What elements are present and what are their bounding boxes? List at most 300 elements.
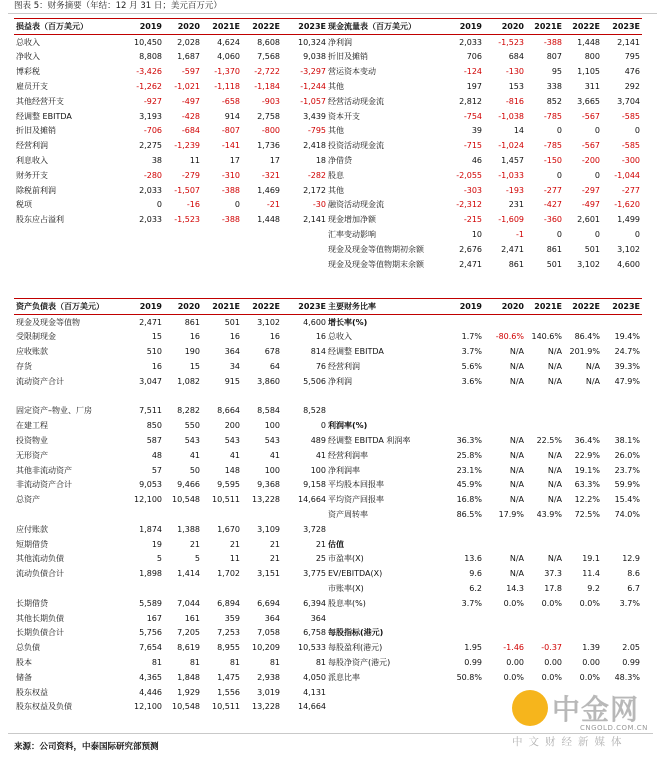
cell-value: 8.6 — [627, 569, 640, 579]
cell-value: 2,141 — [617, 37, 640, 47]
table-row — [326, 344, 642, 359]
cell-value: -215 — [463, 215, 482, 225]
cell-value: -21 — [266, 200, 280, 210]
cell-value: 4,050 — [303, 672, 326, 682]
row-label: 股东权益 — [16, 687, 48, 697]
cell-value: 2020 — [164, 299, 202, 315]
cell-value: -1,262 — [136, 82, 162, 92]
cell-value — [164, 507, 202, 522]
cell-value: N/A — [547, 376, 562, 386]
cell-value: 3,665 — [577, 96, 600, 106]
cell-value: 3,860 — [257, 376, 280, 386]
cell-value: 12.9 — [622, 554, 640, 564]
cell-value: 292 — [624, 82, 640, 92]
cell-value: 1,670 — [217, 524, 240, 534]
cell-value: N/A — [547, 450, 562, 460]
table-row — [326, 50, 642, 65]
cell-value: 16.8% — [456, 495, 482, 505]
table-row — [326, 581, 642, 596]
table-row — [326, 537, 642, 552]
cell-value: 476 — [624, 67, 640, 77]
table-row — [326, 227, 642, 242]
table-row — [326, 330, 642, 345]
cell-value: -1,118 — [214, 82, 240, 92]
cell-value: -597 — [181, 67, 200, 77]
cell-value — [484, 389, 526, 404]
table-header-row — [326, 299, 642, 315]
table-row — [14, 611, 328, 626]
table-row — [14, 655, 328, 670]
financial-ratios-table — [326, 298, 642, 685]
cell-value: N/A — [509, 376, 524, 386]
cell-value: 0.0% — [503, 672, 524, 682]
table-row — [326, 374, 642, 389]
cell-value: 25 — [315, 554, 326, 564]
cell-value: 21 — [269, 554, 280, 564]
table-row — [14, 50, 328, 65]
cell-value — [282, 507, 328, 522]
cell-value: 1,556 — [217, 687, 240, 697]
row-label: 非流动资产合计 — [16, 480, 72, 490]
table-row — [14, 138, 328, 153]
cell-value: -567 — [581, 111, 600, 121]
cell-value: 140.6% — [531, 332, 562, 342]
cell-value: 13.6 — [464, 554, 482, 564]
row-label: 在建工程 — [16, 421, 48, 431]
cell-value: -193 — [505, 185, 524, 195]
cell-value: -927 — [143, 96, 162, 106]
table-row — [326, 242, 642, 257]
cell-value: N/A — [547, 347, 562, 357]
cell-value: 19.1% — [574, 465, 600, 475]
cell-value: -80.6% — [495, 332, 524, 342]
cell-value: 11 — [229, 554, 240, 564]
table-row — [14, 198, 328, 213]
cell-value: 16 — [189, 332, 200, 342]
cell-value: -200 — [581, 156, 600, 166]
cell-value: 3,102 — [577, 259, 600, 269]
row-label — [14, 507, 122, 522]
table-row — [14, 448, 328, 463]
table-row — [14, 478, 328, 493]
cell-value: 19.1 — [582, 554, 600, 564]
cell-value: -360 — [543, 215, 562, 225]
cell-value: 4,060 — [217, 52, 240, 62]
table-row — [14, 344, 328, 359]
cell-value: 7,058 — [257, 628, 280, 638]
cell-value: 48.3% — [614, 672, 640, 682]
cell-value: 153 — [508, 82, 524, 92]
row-label: 经调整 EBITDA 利润率 — [328, 436, 411, 446]
cell-value — [526, 404, 564, 419]
cell-value: 21 — [315, 539, 326, 549]
cell-value: 64 — [269, 362, 280, 372]
table-row — [14, 94, 328, 109]
cell-value: 3,047 — [139, 376, 162, 386]
cell-value: 3,102 — [617, 244, 640, 254]
cell-value: 0.0% — [503, 598, 524, 608]
cell-value: -2,312 — [456, 200, 482, 210]
row-label: 融资活动现金流 — [328, 200, 384, 210]
cell-value: -300 — [621, 156, 640, 166]
table-row — [326, 389, 642, 404]
table-row — [326, 596, 642, 611]
cell-value: -30 — [312, 200, 326, 210]
cell-value: 2,938 — [257, 672, 280, 682]
cell-value — [526, 522, 564, 537]
row-label: 其他非流动资产 — [16, 465, 72, 475]
table-row — [14, 389, 328, 404]
cell-value: 0 — [556, 126, 562, 136]
cell-value: 6,394 — [303, 598, 326, 608]
cell-value: 489 — [310, 436, 326, 446]
table-row — [14, 700, 328, 715]
cell-value: -428 — [181, 111, 200, 121]
table-row — [326, 552, 642, 567]
cell-value: 2022E — [242, 299, 282, 315]
cell-value — [526, 626, 564, 641]
cell-value: 364 — [310, 613, 326, 623]
row-label: 固定资产–物业、厂房 — [16, 406, 92, 416]
cell-value: -807 — [221, 126, 240, 136]
cell-value: 1.39 — [582, 643, 600, 653]
cell-value: 1,082 — [177, 376, 200, 386]
table-row — [14, 64, 328, 79]
table-row — [326, 566, 642, 581]
cell-value: 795 — [624, 52, 640, 62]
cell-value — [602, 626, 642, 641]
cell-value: 3.7% — [619, 598, 640, 608]
table-row — [326, 655, 642, 670]
cell-value: 4,131 — [303, 687, 326, 697]
cell-value: -785 — [543, 111, 562, 121]
row-label — [326, 404, 446, 419]
cell-value: 161 — [184, 613, 200, 623]
cell-value: 9,368 — [257, 480, 280, 490]
cell-value: -1,044 — [614, 170, 640, 180]
cell-value: 1,929 — [177, 687, 200, 697]
table-row — [14, 685, 328, 700]
cell-value: 0.00 — [582, 658, 600, 668]
cell-value: 543 — [184, 436, 200, 446]
cell-value: 24.7% — [614, 347, 640, 357]
table-row — [14, 522, 328, 537]
row-label: 派息比率 — [328, 672, 360, 682]
cell-value: 915 — [224, 376, 240, 386]
table-row — [326, 34, 642, 49]
row-label: 存货 — [16, 362, 32, 372]
cell-value — [242, 389, 282, 404]
cell-value: 17.9% — [498, 510, 524, 520]
table-row — [14, 552, 328, 567]
cell-value: -1,024 — [498, 141, 524, 151]
row-label: 应付账款 — [16, 524, 48, 534]
table-row — [326, 611, 642, 626]
cell-value: 17 — [269, 156, 280, 166]
cell-value — [484, 537, 526, 552]
row-label: 汇率变动影响 — [328, 230, 376, 240]
table-row — [14, 537, 328, 552]
cell-value: 543 — [264, 436, 280, 446]
cell-value: 41 — [269, 450, 280, 460]
table-header-row — [326, 19, 642, 35]
cell-value: 2,141 — [303, 215, 326, 225]
table-row — [326, 359, 642, 374]
cell-value: 46 — [471, 156, 482, 166]
cell-value: 9,158 — [303, 480, 326, 490]
cell-value: 7,568 — [257, 52, 280, 62]
cell-value: -1 — [516, 230, 524, 240]
cell-value — [446, 389, 484, 404]
cell-value: N/A — [585, 362, 600, 372]
cell-value — [242, 581, 282, 596]
table-row — [326, 507, 642, 522]
cell-value: -1,609 — [498, 215, 524, 225]
cell-value: -150 — [543, 156, 562, 166]
cell-value: 81 — [229, 658, 240, 668]
cell-value: -1,057 — [300, 96, 326, 106]
cell-value: 8,584 — [257, 406, 280, 416]
cell-value: -3,426 — [136, 67, 162, 77]
row-label — [14, 389, 122, 404]
cell-value: 0.00 — [544, 658, 562, 668]
cell-value: 2021E — [526, 19, 564, 35]
cell-value — [446, 537, 484, 552]
row-label: 应收账款 — [16, 347, 48, 357]
cell-value: 0.0% — [579, 598, 600, 608]
cell-value: 100 — [264, 421, 280, 431]
watermark-logo — [512, 688, 657, 758]
cell-value: 190 — [184, 347, 200, 357]
cell-value: 8,619 — [177, 643, 200, 653]
cell-value: 510 — [146, 347, 162, 357]
cell-value — [446, 611, 484, 626]
cell-value — [484, 522, 526, 537]
cell-value — [446, 404, 484, 419]
cell-value: 48 — [151, 450, 162, 460]
cell-value: 2,275 — [139, 141, 162, 151]
cell-value: 21 — [189, 539, 200, 549]
table-row — [326, 522, 642, 537]
cell-value: 1,414 — [177, 569, 200, 579]
row-label: 除税前利润 — [16, 185, 56, 195]
cell-value: -754 — [463, 111, 482, 121]
cell-value: 19.4% — [614, 332, 640, 342]
table-row — [14, 124, 328, 139]
table-row — [326, 314, 642, 329]
row-label: 储备 — [16, 672, 32, 682]
cell-value: -567 — [581, 141, 600, 151]
table-row — [326, 212, 642, 227]
cell-value — [526, 314, 564, 329]
table-row — [326, 418, 642, 433]
cell-value: 14 — [513, 126, 524, 136]
table-row — [14, 183, 328, 198]
table-row — [326, 404, 642, 419]
cell-value: 807 — [546, 52, 562, 62]
cell-value: 36.3% — [456, 436, 482, 446]
cell-value: 57 — [151, 465, 162, 475]
row-label: 税项 — [16, 200, 32, 210]
cell-value: -585 — [621, 111, 640, 121]
cell-value: 25.8% — [456, 450, 482, 460]
row-label: 主要财务比率 — [326, 299, 446, 315]
table-row — [14, 418, 328, 433]
cell-value: 10 — [471, 230, 482, 240]
cell-value — [526, 537, 564, 552]
income-statement-table — [14, 18, 328, 227]
cell-value: 2023E — [282, 299, 328, 315]
table-row — [326, 670, 642, 685]
cell-value: 0 — [556, 230, 562, 240]
cell-value: 16 — [269, 332, 280, 342]
cell-value: -282 — [307, 170, 326, 180]
row-label: 市账率(X) — [328, 584, 364, 594]
cell-value: 550 — [184, 421, 200, 431]
row-label: 总负债 — [16, 643, 40, 653]
row-label: 其他 — [328, 126, 344, 136]
cell-value: 6,694 — [257, 598, 280, 608]
table-row — [326, 198, 642, 213]
cell-value: 3,704 — [617, 96, 640, 106]
cell-value: 9,595 — [217, 480, 240, 490]
table-header-row — [14, 19, 328, 35]
cell-value: 81 — [315, 658, 326, 668]
cell-value: -1,239 — [174, 141, 200, 151]
row-label: 净利润 — [328, 376, 352, 386]
row-label — [326, 611, 446, 626]
cell-value: N/A — [509, 450, 524, 460]
cell-value: 43.9% — [536, 510, 562, 520]
cell-value: -800 — [261, 126, 280, 136]
cell-value: -388 — [543, 37, 562, 47]
cell-value: N/A — [547, 495, 562, 505]
cell-value: 2021E — [202, 299, 242, 315]
cell-value: 4,446 — [139, 687, 162, 697]
cell-value: 0 — [156, 200, 162, 210]
cell-value: -795 — [307, 126, 326, 136]
cell-value: 21 — [269, 539, 280, 549]
cell-value: 200 — [224, 421, 240, 431]
cell-value: 1,687 — [177, 52, 200, 62]
cell-value: 0 — [594, 126, 600, 136]
cell-value: 38.1% — [614, 436, 640, 446]
cell-value: 15.4% — [614, 495, 640, 505]
cell-value: 1.7% — [461, 332, 482, 342]
cell-value — [484, 314, 526, 329]
cell-value: 1,848 — [177, 672, 200, 682]
cell-value: 13,228 — [252, 495, 280, 505]
row-label: 现金及现金等值物 — [16, 317, 80, 327]
cell-value: -684 — [181, 126, 200, 136]
row-label: 每股净资产(港元) — [328, 658, 391, 668]
cell-value — [564, 522, 602, 537]
row-label: 经营活动现金流 — [328, 96, 384, 106]
cell-value: 81 — [151, 658, 162, 668]
table-row — [14, 153, 328, 168]
cell-value: 0.99 — [622, 658, 640, 668]
cell-value — [164, 389, 202, 404]
cell-value: 2022E — [242, 19, 282, 35]
cell-value: 34 — [229, 362, 240, 372]
cell-value: 81 — [269, 658, 280, 668]
row-label: 股本 — [16, 658, 32, 668]
cell-value — [446, 626, 484, 641]
table-row — [326, 463, 642, 478]
cell-value: 8,664 — [217, 406, 240, 416]
cell-value: 2021E — [202, 19, 242, 35]
table-header-row — [14, 299, 328, 315]
row-label: 雇员开支 — [16, 82, 48, 92]
row-label: 净利润率 — [328, 465, 360, 475]
table-row — [14, 670, 328, 685]
table-row — [14, 359, 328, 374]
cell-value: -1,244 — [300, 82, 326, 92]
cell-value: 10,548 — [172, 702, 200, 712]
cell-value: 0 — [634, 126, 640, 136]
cell-value: 36.4% — [574, 436, 600, 446]
cell-value: 12.2% — [574, 495, 600, 505]
cell-value: 3.7% — [461, 598, 482, 608]
cell-value: 2019 — [446, 19, 484, 35]
cell-value: 2,601 — [577, 215, 600, 225]
cell-value: 0.0% — [541, 672, 562, 682]
cell-value: 15 — [151, 332, 162, 342]
cell-value — [202, 581, 242, 596]
cell-value — [242, 507, 282, 522]
cell-value: 6,758 — [303, 628, 326, 638]
cell-value: N/A — [509, 465, 524, 475]
cell-value: 1,898 — [139, 569, 162, 579]
cell-value: -1,021 — [174, 82, 200, 92]
table-row — [14, 330, 328, 345]
cell-value: 501 — [224, 317, 240, 327]
cell-value: 22.5% — [536, 436, 562, 446]
cell-value: -388 — [221, 185, 240, 195]
cell-value: 231 — [508, 200, 524, 210]
cell-value: 5,756 — [139, 628, 162, 638]
table-row — [326, 433, 642, 448]
cell-value: 3,151 — [257, 569, 280, 579]
table-row — [326, 168, 642, 183]
cell-value: 2019 — [446, 299, 484, 315]
row-label: 现金及现金等值物期末余额 — [328, 259, 424, 269]
cell-value: 311 — [584, 82, 600, 92]
cell-value: -1.46 — [503, 643, 524, 653]
cell-value: 14,664 — [298, 702, 326, 712]
cell-value: 2022E — [564, 19, 602, 35]
cell-value: 50 — [189, 465, 200, 475]
cell-value: 7,511 — [139, 406, 162, 416]
row-label: 净利润 — [328, 37, 352, 47]
row-label: 折旧及摊销 — [328, 52, 368, 62]
cell-value: 72.5% — [574, 510, 600, 520]
row-label: 市盈率(X) — [328, 554, 364, 564]
cell-value: 1,469 — [257, 185, 280, 195]
cell-value: -130 — [505, 67, 524, 77]
row-label: 每股盈利(港元) — [328, 643, 383, 653]
cell-value: N/A — [509, 569, 524, 579]
cell-value: 8,955 — [217, 643, 240, 653]
cell-value: 3,439 — [303, 111, 326, 121]
cell-value — [602, 537, 642, 552]
cashflow-grid — [326, 18, 642, 272]
cell-value — [602, 314, 642, 329]
cell-value: 684 — [508, 52, 524, 62]
cell-value — [564, 537, 602, 552]
cell-value: 19 — [151, 539, 162, 549]
cell-value: 2,471 — [501, 244, 524, 254]
